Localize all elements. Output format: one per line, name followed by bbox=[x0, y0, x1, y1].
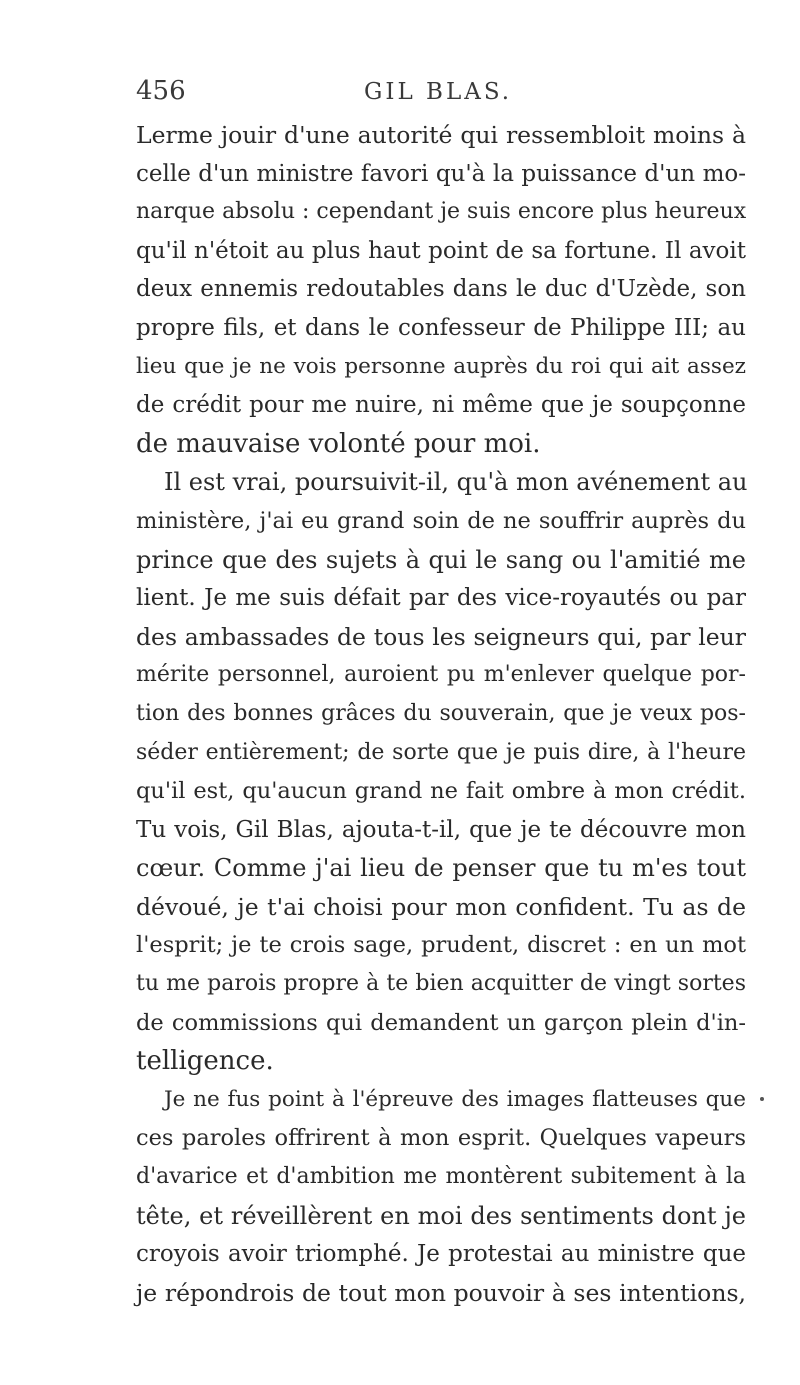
text-line: ministère, j'ai eu grand soin de ne souffrir auprès du bbox=[136, 507, 746, 534]
text-line: tion des bonnes grâces du souverain, que je veux pos- bbox=[136, 700, 746, 726]
text-line: des ambassades de tous les seigneurs qui, par leur bbox=[136, 622, 746, 651]
text-line: narque absolu : cependant je suis encore plus heureux bbox=[136, 199, 747, 225]
text-line: séder entièrement; de sorte que je puis dire, à l'heure bbox=[136, 739, 746, 765]
text-line: lieu que je ne vois personne auprès du roi qui ait assez bbox=[136, 353, 746, 379]
text-line: je répondrois de tout mon pouvoir à ses intentions, bbox=[136, 1278, 746, 1307]
text-line: qu'il est, qu'aucun grand ne fait ombre à mon crédit. bbox=[136, 778, 746, 805]
margin-dot bbox=[760, 1097, 764, 1101]
text-line: propre fils, et dans le confesseur de Philippe III; au bbox=[136, 314, 746, 341]
text-line: dévoué, je t'ai choisi pour mon confident. Tu as de bbox=[136, 892, 746, 921]
running-title: GIL BLAS. bbox=[364, 79, 513, 105]
text-line: d'avarice et d'ambition me montèrent subitement à la bbox=[136, 1164, 746, 1190]
text-line: Je ne fus point à l'épreuve des images flatteuses que bbox=[164, 1086, 746, 1112]
page-number: 456 bbox=[136, 76, 186, 106]
text-line: de mauvaise volonté pour moi. bbox=[136, 428, 541, 459]
text-line: cœur. Comme j'ai lieu de penser que tu m'es tout bbox=[136, 854, 746, 883]
text-line: deux ennemis redoutables dans le duc d'Uzède, son bbox=[136, 276, 746, 303]
text-line: tu me parois propre à te bien acquitter de vingt sortes bbox=[136, 971, 746, 997]
text-line: de crédit pour me nuire, ni même que je soupçonne bbox=[136, 392, 746, 419]
text-line: mérite personnel, auroient pu m'enlever quelque por- bbox=[136, 662, 746, 688]
text-line: lient. Je me suis défait par des vice-royautés ou par bbox=[136, 585, 746, 612]
text-line: Il est vrai, poursuivit-il, qu'à mon avénement au bbox=[164, 468, 748, 497]
text-line: croyois avoir triomphé. Je protestai au ministre que bbox=[136, 1241, 746, 1268]
running-head bbox=[136, 76, 746, 112]
text-line: Lerme jouir d'une autorité qui ressembloit moins à bbox=[136, 121, 746, 149]
text-line: Tu vois, Gil Blas, ajouta-t-il, que je te découvre mon bbox=[136, 816, 746, 843]
text-line: ces paroles offrirent à mon esprit. Quelques vapeurs bbox=[136, 1125, 746, 1152]
text-line: l'esprit; je te crois sage, prudent, discret : en un mot bbox=[136, 932, 746, 959]
text-line: celle d'un ministre favori qu'à la puissance d'un mo- bbox=[136, 160, 746, 187]
text-line: telligence. bbox=[136, 1046, 274, 1077]
body-text bbox=[136, 116, 746, 1312]
text-line: tête, et réveillèrent en moi des sentiments dont je bbox=[136, 1201, 746, 1230]
text-line: prince que des sujets à qui le sang ou l'amitié me bbox=[136, 545, 746, 574]
text-line: qu'il n'étoit au plus haut point de sa fortune. Il avoit bbox=[136, 237, 746, 264]
text-line: de commissions qui demandent un garçon plein d'in- bbox=[136, 1009, 746, 1036]
